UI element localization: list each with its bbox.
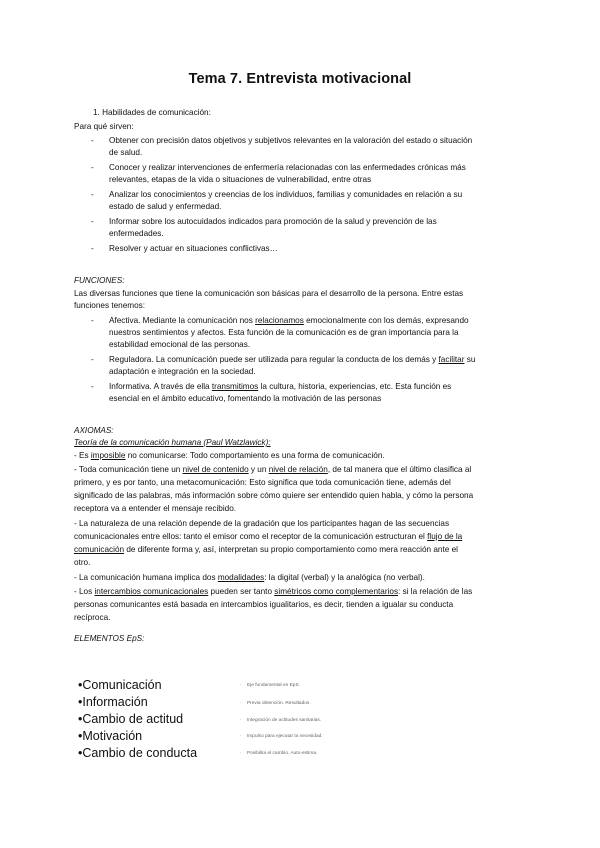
elemento-item: •Cambio de actitud: [78, 712, 184, 726]
funcion-afectiva-cont: nuestros sentimientos y afectos. Esta función de la comunicación es de gran importancia para la: [109, 328, 459, 337]
axioma-5-cont: recíproca.: [74, 613, 111, 622]
elemento-note: · Integración de actitudes sanitarias.: [240, 718, 322, 723]
list-dash: -: [91, 217, 94, 226]
section-heading: 1. Habilidades de comunicación:: [93, 108, 211, 117]
funcion-reguladora-cont: adaptación e integración en la sociedad.: [109, 367, 256, 376]
elemento-item: •Motivación: [78, 729, 143, 743]
axioma-2-cont: primero, y es por tanto, una metacomunicación: Esto significa que toda comunicación tiene, además del: [74, 478, 451, 487]
axioma-3-cont: comunicación de diferente forma y, así, interpretan su propio comportamiento como mera reacción ante el: [74, 545, 458, 554]
list-item-cont: de salud.: [109, 148, 143, 157]
elemento-note: · Posibilita el cambio. Auto-estima.: [240, 751, 318, 756]
funcion-afectiva: Afectiva. Mediante la comunicación nos relacionamos emocionalmente con los demás, expresando: [109, 316, 469, 325]
list-dash: -: [91, 163, 94, 172]
axioma-2-cont: receptora va a entender el mensaje recibido.: [74, 504, 237, 513]
funciones-intro: Las diversas funciones que tiene la comunicación son básicas para el desarrollo de la persona. Entre estas: [74, 289, 464, 298]
axiomas-theory: Teoría de la comunicación humana (Paul Watzlawick):: [74, 438, 271, 447]
axioma-5-cont: personas comunicantes está basada en intercambios igualitarios, es decir, tienden a igualar su conducta: [74, 600, 454, 609]
list-item-cont: enfermedades.: [109, 229, 164, 238]
list-dash: -: [91, 355, 94, 364]
list-item-cont: estado de salud y enfermedad.: [109, 202, 222, 211]
axioma-2: - Toda comunicación tiene un nivel de contenido y un nivel de relación, de tal manera que el último clasifica al: [74, 465, 472, 474]
list-item: Analizar los conocimientos y creencias de los individuos, familias y comunidades en relación a su: [109, 190, 463, 199]
axioma-1: - Es imposible no comunicarse: Todo comportamiento es una forma de comunicación.: [74, 451, 385, 460]
list-item: Conocer y realizar intervenciones de enfermería relacionadas con las enfermedades crónicas más: [109, 163, 466, 172]
list-dash: -: [91, 316, 94, 325]
axioma-4: - La comunicación humana implica dos modalidades: la digital (verbal) y la analógica (no verbal).: [74, 573, 425, 582]
funcion-afectiva-cont: estabilidad emocional de las personas.: [109, 340, 251, 349]
axioma-5: - Los intercambios comunicacionales pueden ser tanto simétricos como complementarios: si la relación de las: [74, 587, 473, 596]
elementos-heading: ELEMENTOS EpS:: [74, 634, 145, 643]
funcion-reguladora: Reguladora. La comunicación puede ser utilizada para regular la conducta de los demás y facilitar su: [109, 355, 476, 364]
list-item: Obtener con precisión datos objetivos y subjetivos relevantes en la valoración del estado o situación: [109, 136, 473, 145]
axioma-3-cont: comunicacionales entre ellos: tanto el emisor como el receptor de la comunicación estructuran el flujo de la: [74, 532, 463, 541]
elemento-note: · Impulso para ejecutar la necesidad.: [240, 734, 323, 739]
axioma-3: - La naturaleza de una relación depende de la gradación que los participantes hagan de las secuencias: [74, 519, 450, 528]
elemento-item: •Información: [78, 695, 148, 709]
funciones-heading: FUNCIONES:: [74, 276, 125, 285]
page-title: Tema 7. Entrevista motivacional: [188, 71, 412, 87]
list-item: Informar sobre los autocuidados indicados para promoción de la salud y prevención de las: [109, 217, 437, 226]
list-item-cont: relevantes, etapas de la vida o situaciones de vulnerabilidad, entre otras: [109, 175, 372, 184]
list-dash: -: [91, 190, 94, 199]
elemento-item: •Comunicación: [78, 678, 162, 692]
axioma-2-cont: significado de las palabras, más información sobre cómo quiere ser entendido quien habla, y cómo la persona: [74, 491, 474, 500]
para-que-label: Para qué sirven:: [74, 122, 134, 131]
elemento-note: · Previa obtención. Resultados.: [240, 701, 311, 706]
list-dash: -: [91, 382, 94, 391]
elemento-item: •Cambio de conducta: [78, 746, 198, 760]
list-item: Resolver y actuar en situaciones conflictivas…: [109, 244, 278, 253]
funciones-intro-cont: funciones tenemos:: [74, 301, 146, 310]
elemento-note: · Eje fundamental en EpS.: [240, 683, 301, 688]
list-dash: -: [91, 244, 94, 253]
axiomas-heading: AXIOMAS:: [74, 426, 114, 435]
funcion-informativa: Informativa. A través de ella transmitimos la cultura, historia, experiencias, etc. Esta función es: [109, 382, 452, 391]
axioma-3-cont: otro.: [74, 558, 91, 567]
list-dash: -: [91, 136, 94, 145]
funcion-informativa-cont: esencial en el ámbito educativo, fomentando la motivación de las personas: [109, 394, 382, 403]
